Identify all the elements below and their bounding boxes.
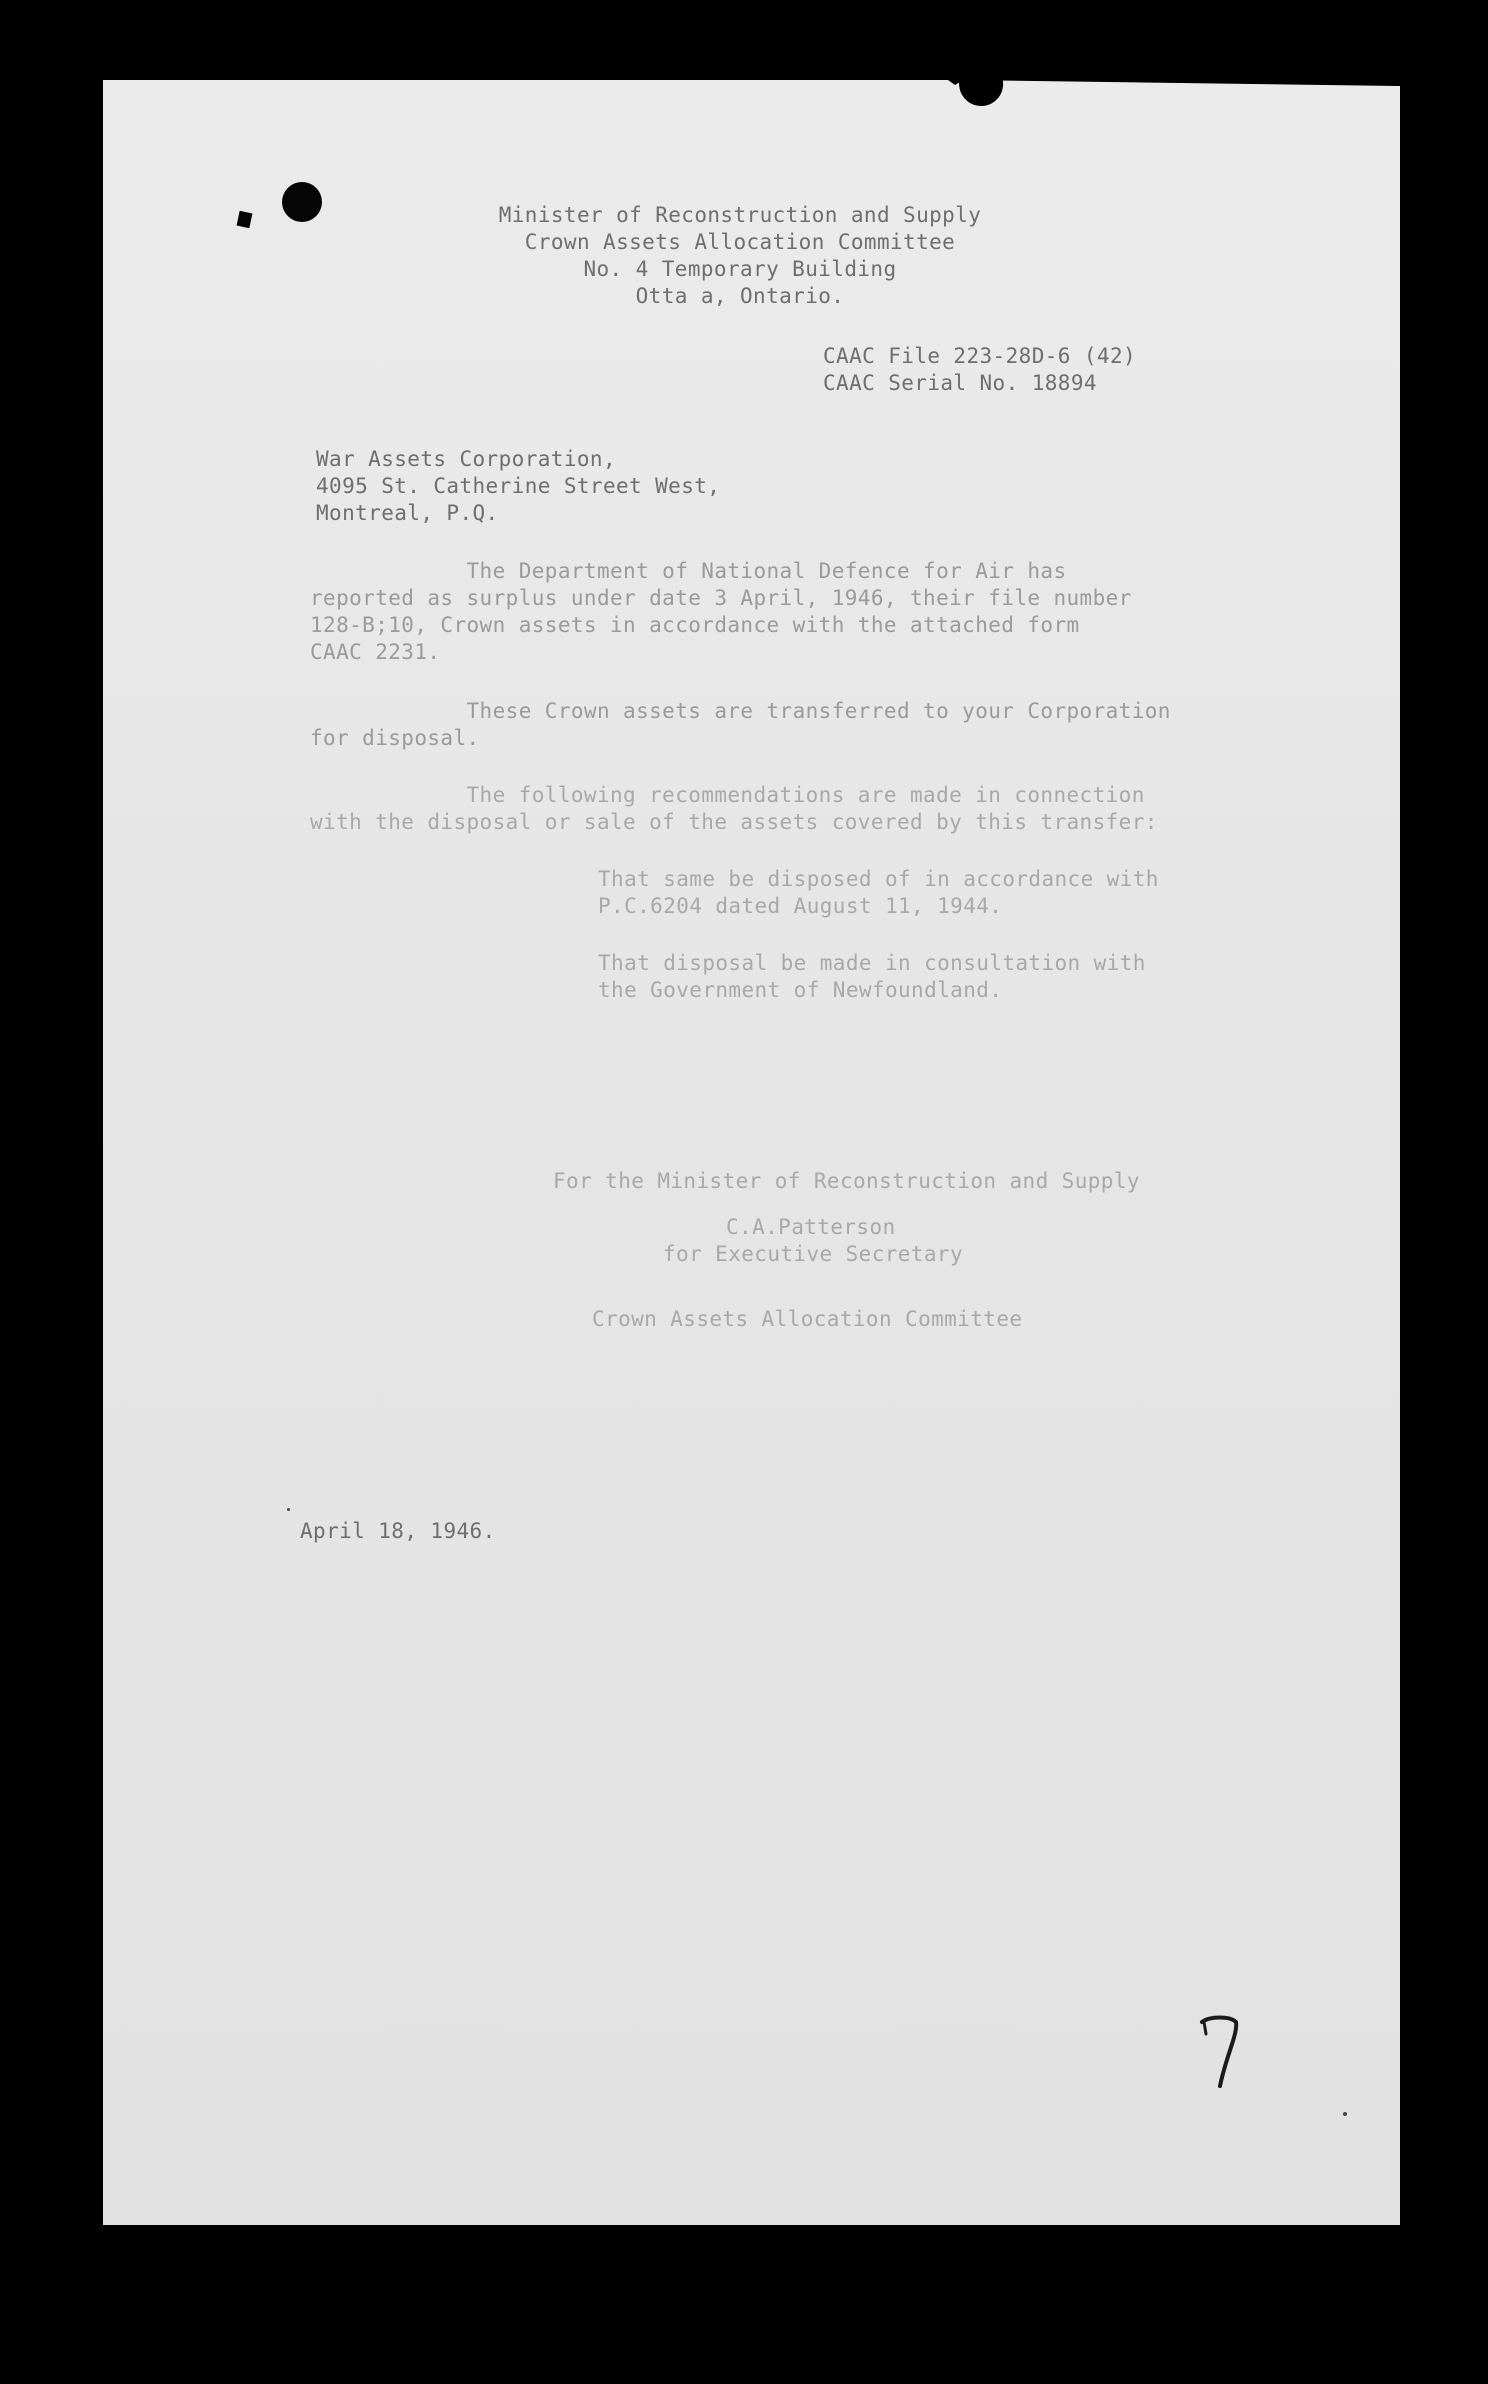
addressee-city: Montreal, P.Q.	[316, 501, 499, 525]
ink-speck	[287, 1508, 290, 1511]
document-page	[103, 80, 1400, 2225]
recommendation-2: the Government of Newfoundland.	[598, 978, 1003, 1002]
addressee-name: War Assets Corporation,	[316, 447, 616, 471]
body-line: for disposal.	[310, 726, 480, 750]
recommendation-1: That same be disposed of in accordance with	[598, 867, 1159, 891]
signature-for-line: For the Minister of Reconstruction and Supply	[553, 1169, 1140, 1193]
body-line: The Department of National Defence for Air has	[310, 559, 1067, 583]
handwritten-page-number	[1196, 2012, 1244, 2092]
body-line: The following recommendations are made in connection	[310, 783, 1145, 807]
signature-committee: Crown Assets Allocation Committee	[592, 1307, 1023, 1331]
document-date: April 18, 1946.	[300, 1519, 496, 1543]
recommendation-2: That disposal be made in consultation with	[598, 951, 1146, 975]
body-line: with the disposal or sale of the assets covered by this transfer:	[310, 810, 1158, 834]
letterhead-committee: Crown Assets Allocation Committee	[524, 230, 956, 254]
body-line: 128-B;10, Crown assets in accordance with the attached form	[310, 613, 1080, 637]
signature-role: for Executive Secretary	[663, 1242, 963, 1266]
file-reference: CAAC File 223-28D-6 (42)	[823, 344, 1137, 368]
punch-hole	[282, 182, 322, 222]
body-line: reported as surplus under date 3 April, 1946, their file number	[310, 586, 1132, 610]
letterhead-building: No. 4 Temporary Building	[583, 257, 897, 281]
body-line: These Crown assets are transferred to your Corporation	[310, 699, 1171, 723]
addressee-street: 4095 St. Catherine Street West,	[316, 474, 721, 498]
ink-speck	[1343, 2112, 1347, 2116]
body-line: CAAC 2231.	[310, 640, 441, 664]
recommendation-1: P.C.6204 dated August 11, 1944.	[598, 894, 1003, 918]
signature-name: C.A.Patterson	[726, 1215, 896, 1239]
serial-reference: CAAC Serial No. 18894	[823, 371, 1097, 395]
letterhead-city: Otta a, Ontario.	[635, 284, 845, 308]
letterhead-ministry: Minister of Reconstruction and Supply	[498, 203, 982, 227]
